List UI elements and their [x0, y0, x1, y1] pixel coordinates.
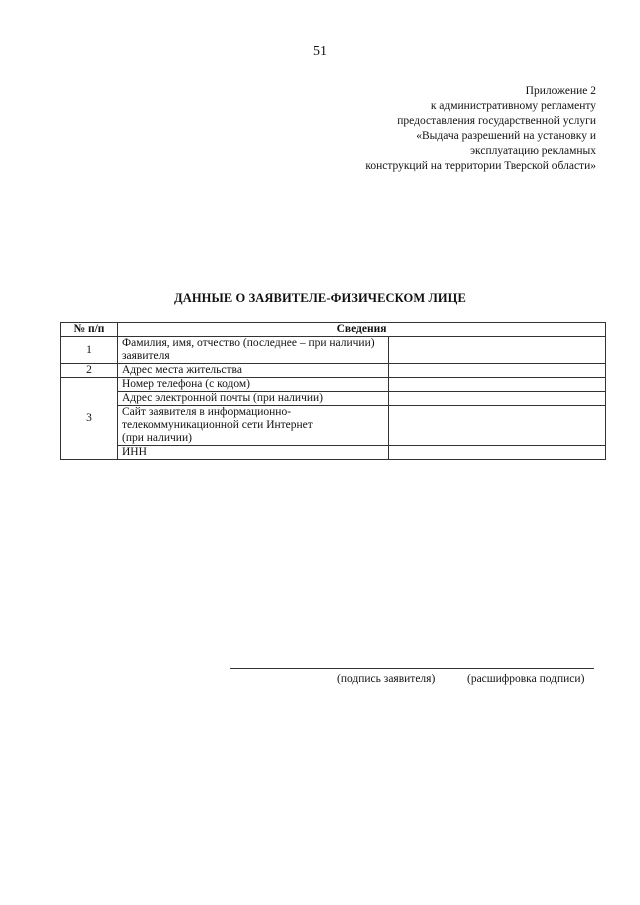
row-value-cell[interactable] — [389, 364, 606, 378]
row-label-line: телекоммуникационной сети Интернет — [122, 419, 313, 431]
table-row — [61, 337, 606, 364]
row-label-line: (при наличии) — [122, 432, 192, 444]
table-row — [61, 446, 606, 460]
row-number: 3 — [61, 378, 118, 460]
header-info: Сведения — [118, 323, 606, 337]
row-value-cell[interactable] — [389, 337, 606, 364]
row-value-cell[interactable] — [389, 446, 606, 460]
row-number: 1 — [61, 337, 118, 364]
row-label: ИНН — [118, 446, 389, 460]
table-header-row — [61, 323, 606, 337]
row-label — [118, 406, 389, 446]
appendix-line: конструкций на территории Тверской области» — [365, 160, 596, 172]
row-number: 2 — [61, 364, 118, 378]
appendix-line: предоставления государственной услуги — [397, 115, 596, 127]
table-row — [61, 378, 606, 392]
appendix-block — [296, 84, 596, 174]
row-label: Фамилия, имя, отчество (последнее – при наличии) заявителя — [118, 337, 389, 364]
row-value-cell[interactable] — [389, 406, 606, 446]
header-number: № п/п — [61, 323, 118, 337]
row-label-line: Сайт заявителя в информационно- — [122, 406, 292, 418]
table-row — [61, 364, 606, 378]
applicant-data-table — [60, 322, 606, 460]
signature-line — [230, 668, 594, 669]
row-label: Номер телефона (с кодом) — [118, 378, 389, 392]
table-row — [61, 406, 606, 446]
page-number: 51 — [313, 44, 327, 59]
appendix-line: Приложение 2 — [525, 85, 596, 97]
appendix-line: «Выдача разрешений на установку и — [416, 130, 596, 142]
row-value-cell[interactable] — [389, 392, 606, 406]
appendix-line: эксплуатацию рекламных — [470, 145, 596, 157]
document-title: ДАННЫЕ О ЗАЯВИТЕЛЕ-ФИЗИЧЕСКОМ ЛИЦЕ — [174, 291, 466, 305]
signature-decode-label: (расшифровка подписи) — [467, 673, 585, 685]
row-value-cell[interactable] — [389, 378, 606, 392]
row-label: Адрес электронной почты (при наличии) — [118, 392, 389, 406]
appendix-line: к административному регламенту — [430, 100, 596, 112]
signature-label: (подпись заявителя) — [337, 673, 436, 685]
table-row — [61, 392, 606, 406]
row-label: Адрес места жительства — [118, 364, 389, 378]
